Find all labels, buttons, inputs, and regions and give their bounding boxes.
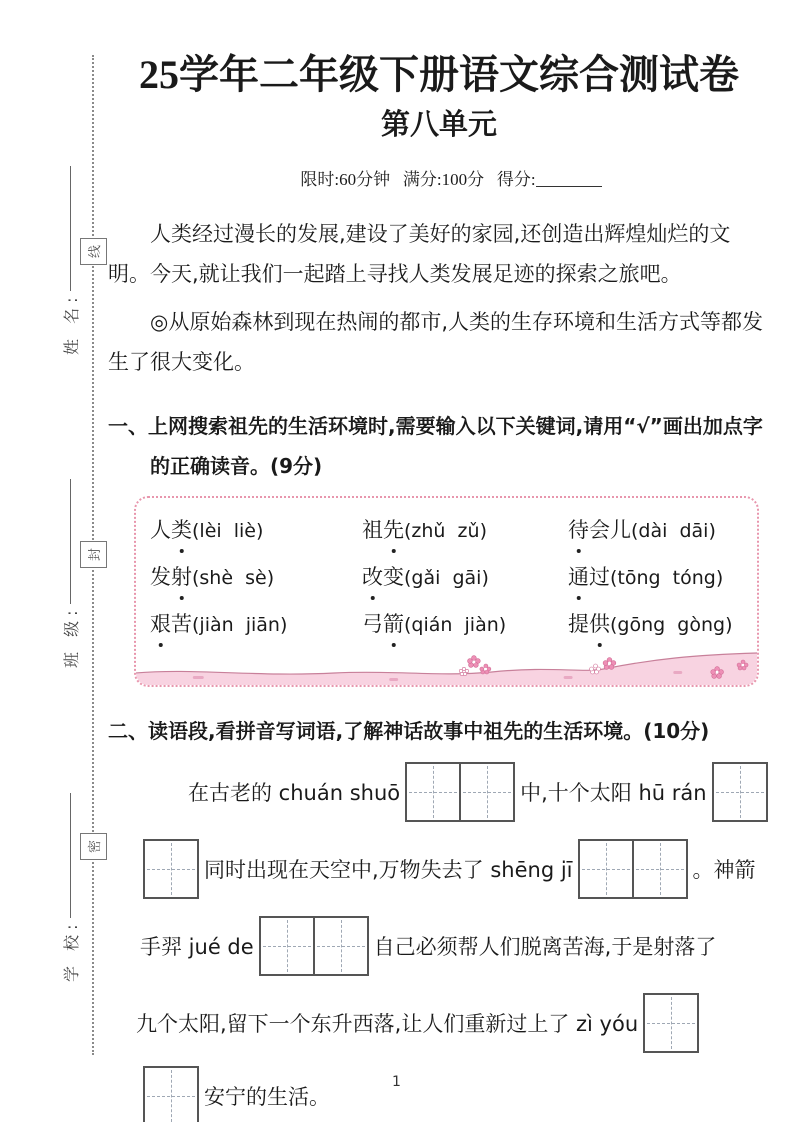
dotted-char: 改 [362, 561, 383, 593]
class-field [59, 458, 81, 668]
dotted-char: 射 [171, 561, 192, 593]
seal-char-label: 线 [88, 245, 103, 259]
pinyin-item[interactable]: 弓箭(qián jiàn) [362, 608, 568, 641]
name-blank-line[interactable] [70, 166, 71, 291]
grid-cell[interactable] [645, 995, 697, 1051]
pinyin-options[interactable]: (dài dāi) [631, 520, 716, 542]
seal-char-mi [80, 833, 107, 860]
q2-text: 在古老的 chuán shuō [188, 780, 401, 805]
q2-line-5 [108, 1061, 770, 1122]
seal-char-label: 密 [88, 840, 103, 854]
grid-cell[interactable] [313, 918, 367, 974]
class-label: 班 级: [61, 605, 81, 668]
score-label: 得分: [496, 170, 536, 189]
q2-text: 自己必须帮人们脱离苦海,于是射落了 [373, 934, 717, 959]
seal-char-label: 封 [88, 548, 103, 562]
exam-info-line [108, 165, 770, 190]
pinyin-options[interactable]: (gōng gòng) [610, 614, 733, 636]
pinyin-choice-box [134, 496, 759, 687]
q2-text: 九个太阳,留下一个东升西落,让人们重新过上了 zì yóu [136, 1011, 639, 1036]
dotted-char: 艰 [150, 608, 171, 640]
grid-cell[interactable] [407, 764, 459, 820]
pinyin-options[interactable]: (lèi liè) [192, 520, 264, 542]
writing-grid-huran-2[interactable] [143, 839, 199, 899]
writing-grid-shengji[interactable] [578, 839, 688, 899]
dotted-char: 箭 [383, 608, 404, 640]
q2-text: 同时出现在天空中,万物失去了 shēng jī [204, 857, 573, 882]
pinyin-options[interactable]: (shè sè) [192, 567, 275, 589]
q2-text: 手羿 jué de [140, 934, 254, 959]
pinyin-item-grid [150, 514, 747, 641]
writing-grid-juede[interactable] [259, 916, 369, 976]
seal-char-feng [80, 541, 107, 568]
q2-text: 安宁的生活。 [204, 1085, 330, 1109]
pinyin-item[interactable]: 发射(shè sè) [150, 561, 362, 594]
grid-cell[interactable] [459, 764, 513, 820]
pinyin-item[interactable]: 艰苦(jiàn jiān) [150, 608, 362, 641]
main-content [108, 0, 770, 1122]
writing-grid-chuanshuo[interactable] [405, 762, 515, 822]
question-2-heading: 二、读语段,看拼音写词语,了解神话故事中祖先的生活环境。(10分) [108, 719, 710, 743]
q2-line-4 [108, 984, 770, 1061]
grid-cell[interactable] [580, 841, 632, 897]
dotted-char: 通 [568, 561, 589, 593]
paper-title: 25学年二年级下册语文综合测试卷 [139, 52, 739, 97]
flower-meadow-decoration [135, 642, 758, 686]
pinyin-item[interactable]: 待会儿(dài dāi) [568, 514, 747, 547]
name-field [59, 145, 81, 355]
unit-subtitle: 第八单元 [380, 109, 497, 141]
pinyin-options[interactable]: (zhǔ zǔ) [404, 520, 487, 542]
school-label: 学 校: [61, 919, 81, 982]
q2-line-1 [108, 753, 770, 830]
q2-text: 中,十个太阳 hū rán [520, 780, 707, 805]
pinyin-options[interactable]: (gǎi gāi) [404, 567, 489, 589]
pinyin-options[interactable]: (qián jiàn) [404, 614, 507, 636]
question-1-heading: 一、上网搜索祖先的生活环境时,需要输入以下关键词,请用“√”画出加点字的正确读音。(9分) [108, 414, 763, 478]
pinyin-item[interactable]: 改变(gǎi gāi) [362, 561, 568, 594]
pinyin-item[interactable]: 通过(tōng tóng) [568, 561, 747, 594]
full-score: 满分:100分 [402, 170, 485, 189]
pinyin-options[interactable]: (jiàn jiān) [192, 614, 288, 636]
school-blank-line[interactable] [70, 793, 71, 918]
q2-text: 。神箭 [692, 857, 756, 882]
pinyin-item[interactable]: 祖先(zhǔ zǔ) [362, 514, 568, 547]
time-limit: 限时:60分钟 [300, 170, 391, 189]
grid-cell[interactable] [261, 918, 313, 974]
dotted-char: 先 [383, 514, 404, 546]
grid-cell[interactable] [632, 841, 686, 897]
pinyin-item[interactable]: 提供(gōng gòng) [568, 608, 747, 641]
dotted-char: 供 [589, 608, 610, 640]
q2-line-3 [108, 907, 770, 984]
writing-grid-huran-1[interactable] [712, 762, 768, 822]
grid-cell[interactable] [145, 841, 197, 897]
intro-note: ◎从原始森林到现在热闹的都市,人类的生存环境和生活方式等都发生了很大变化。 [108, 310, 763, 374]
dotted-char: 类 [171, 514, 192, 546]
grid-cell[interactable] [714, 764, 766, 820]
dotted-char: 待 [568, 514, 589, 546]
school-field [59, 772, 81, 982]
intro-paragraph: 人类经过漫长的发展,建设了美好的家园,还创造出辉煌灿烂的文明。今天,就让我们一起踏上寻找人类发展足迹的探索之旅吧。 [108, 222, 731, 286]
name-label: 姓 名: [61, 292, 81, 355]
score-blank-line[interactable] [536, 186, 602, 187]
writing-grid-ziyou-1[interactable] [643, 993, 699, 1053]
pinyin-options[interactable]: (tōng tóng) [610, 567, 724, 589]
page-number: 1 [392, 1074, 401, 1090]
q2-line-2 [108, 830, 770, 907]
pinyin-item[interactable]: 人类(lèi liè) [150, 514, 362, 547]
class-blank-line[interactable] [70, 479, 71, 604]
seal-char-xian [80, 238, 107, 265]
